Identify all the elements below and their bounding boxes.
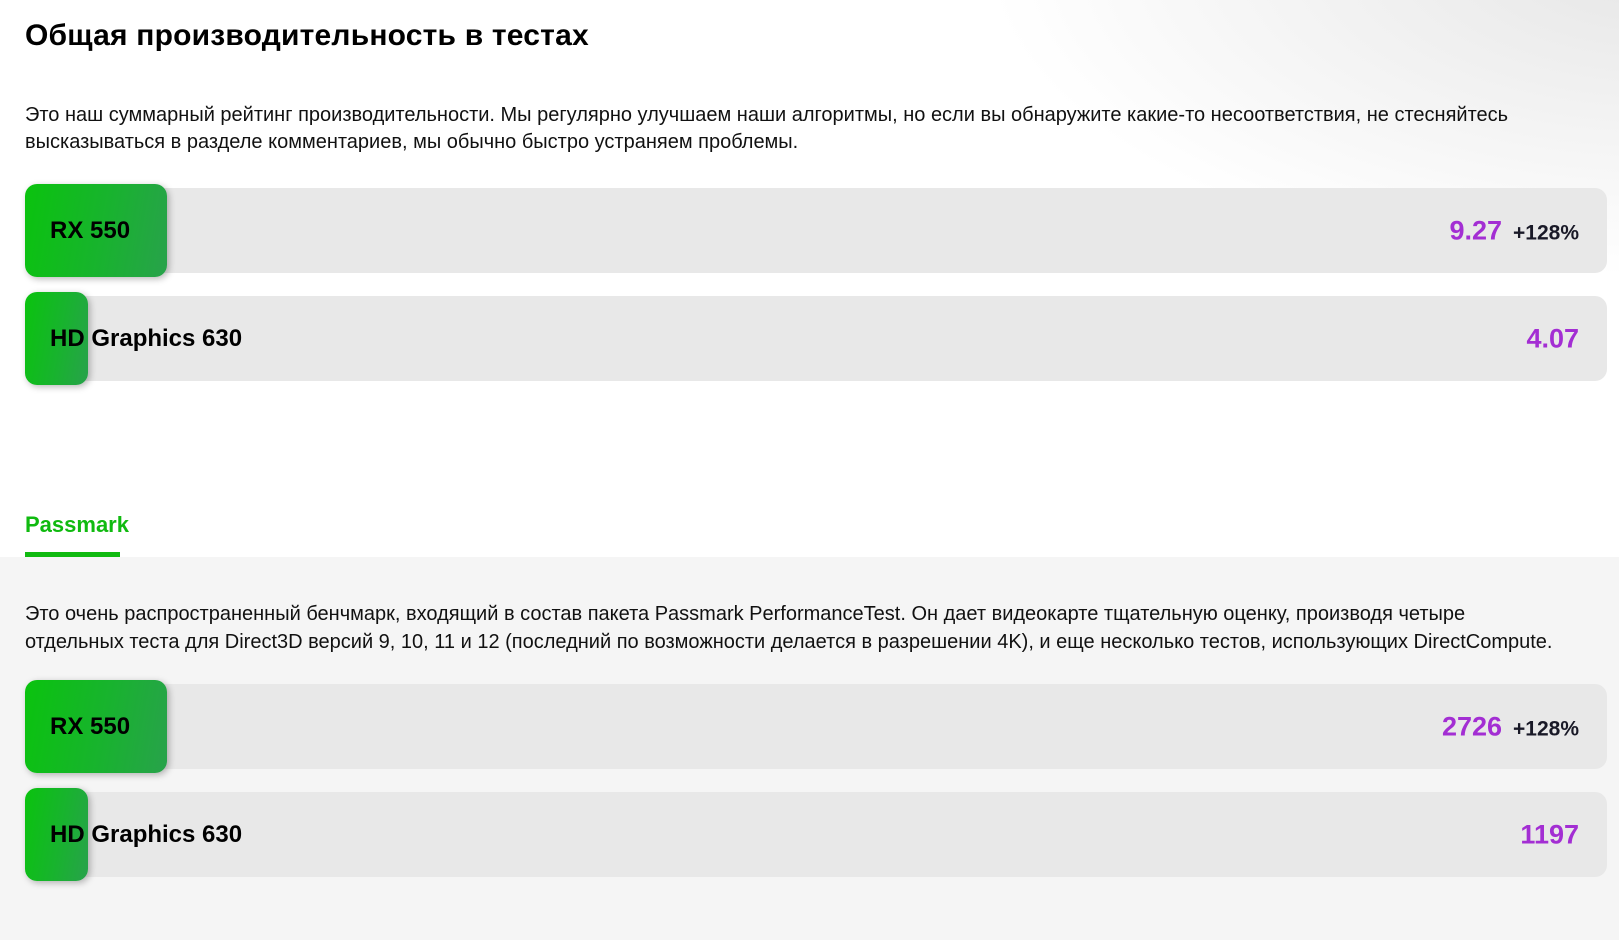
tab-passmark[interactable] <box>25 512 129 557</box>
gpu-name-label: HD Graphics 630 <box>50 820 243 848</box>
bar-row-hd630 <box>25 788 1607 881</box>
bar-track <box>25 296 1607 381</box>
tab-active-underline <box>25 552 120 557</box>
benchmark-value: 4.07 <box>1526 323 1579 353</box>
bar-values <box>1520 819 1579 850</box>
benchmark-value: 9.27 <box>1449 215 1503 245</box>
benchmark-chart-overall <box>25 184 1607 385</box>
gpu-name-label: HD Graphics 630 <box>50 324 243 352</box>
gpu-name-label: RX 550 <box>50 216 131 244</box>
benchmark-chart-passmark <box>25 680 1607 881</box>
benchmark-tabbar <box>0 512 1619 557</box>
bar-row-rx550 <box>25 680 1607 773</box>
benchmark-delta: +128% <box>1513 221 1579 244</box>
bar-track <box>25 792 1607 877</box>
overall-performance-section <box>0 0 1619 385</box>
tab-passmark-label: Passmark <box>25 512 129 537</box>
passmark-section <box>0 557 1619 940</box>
bar-values <box>1442 711 1579 742</box>
page-title: Общая производительность в тестах <box>25 19 589 52</box>
bar-track <box>25 188 1607 273</box>
bar-row-rx550 <box>25 184 1607 277</box>
bar-values <box>1526 323 1579 354</box>
benchmark-delta: +128% <box>1513 717 1579 740</box>
bar-row-hd630 <box>25 292 1607 385</box>
overall-description: Это наш суммарный рейтинг производительности. Мы регулярно улучшаем наши алгоритмы, но если вы обнаружите какие-то несоответствия, не стесняйтесь высказываться в разделе комментариев, мы обычно быстро устраняем проблемы. <box>25 104 1509 153</box>
benchmark-value: 1197 <box>1520 819 1579 849</box>
bar-values <box>1449 215 1579 246</box>
benchmark-value: 2726 <box>1441 711 1503 741</box>
passmark-description: Это очень распространенный бенчмарк, входящий в состав пакета Passmark PerformanceTest. Он дает видеокарте тщательную оценку, производя четыре отдельных теста для Direct3D версий 9, 10, 11 и 12 (последний по возможности делается в разрешении 4K), и еще несколько тестов, использующих DirectCompute. <box>25 603 1553 653</box>
bar-track <box>25 684 1607 769</box>
gpu-name-label: RX 550 <box>50 712 131 740</box>
